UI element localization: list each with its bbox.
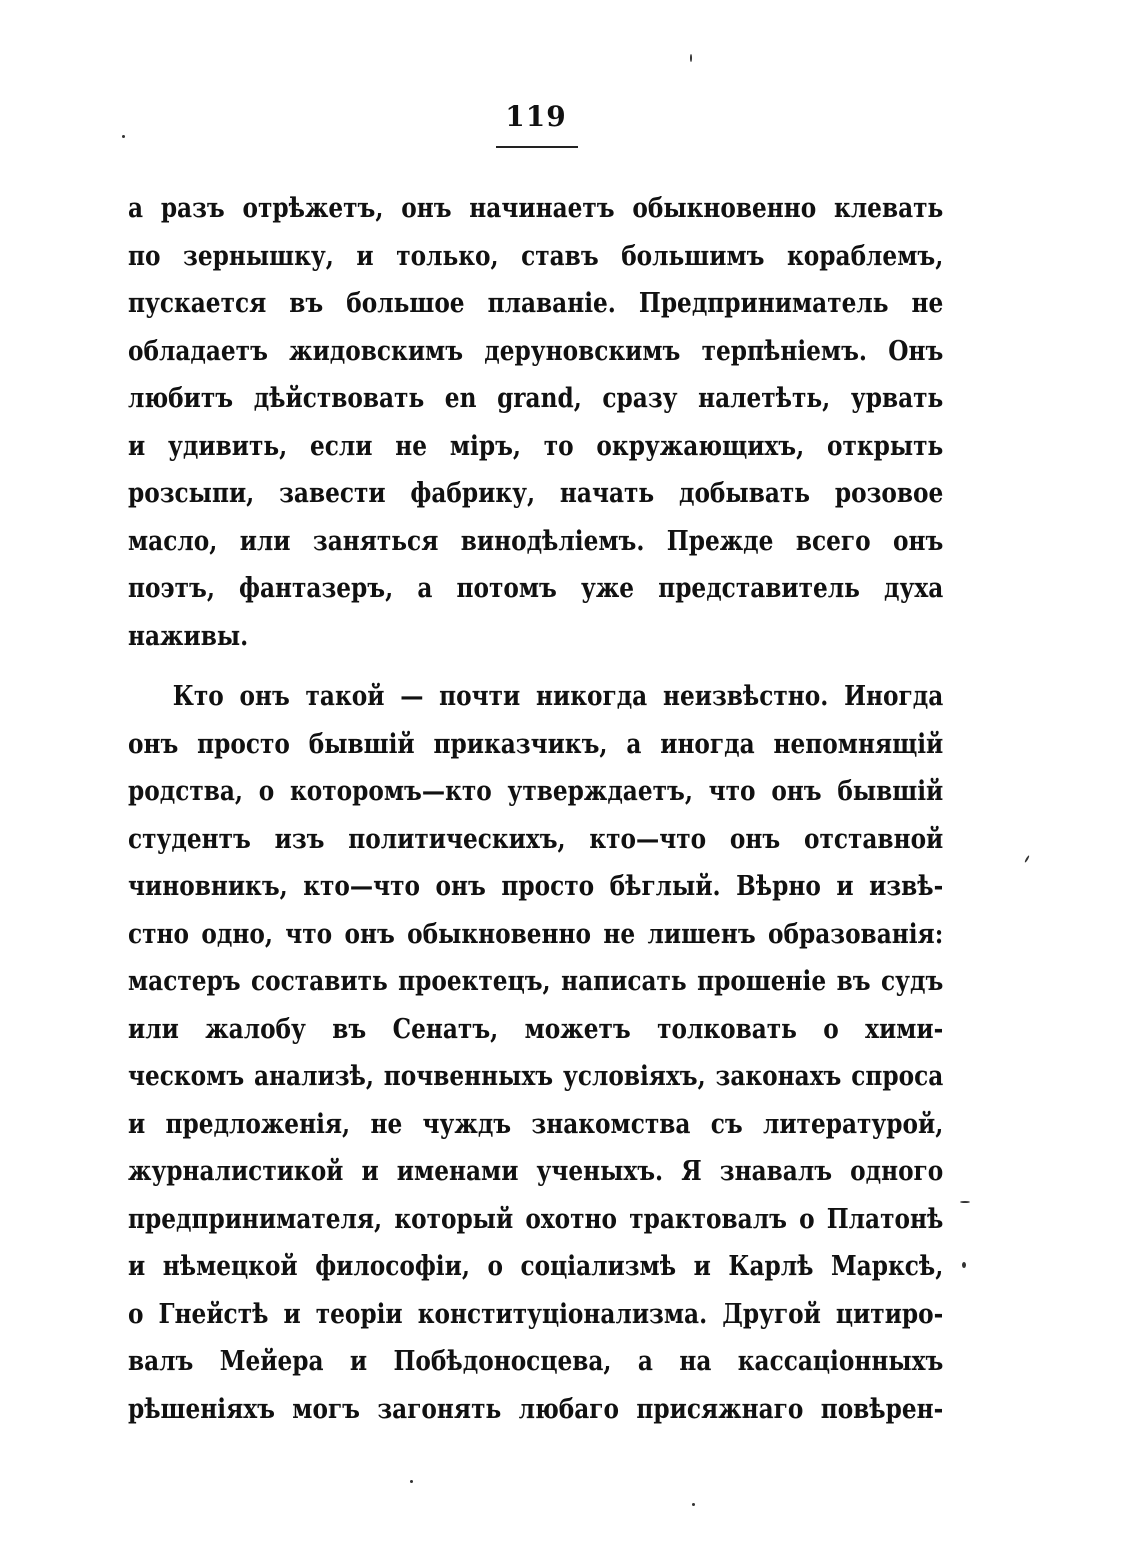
text-line: родства, о которомъ—кто утверждаетъ, что онъ бывшій [128,776,944,807]
text-line: о Гнейстѣ и теоріи конституціонализма. Другой цитиро- [128,1298,944,1330]
paragraph-gap [128,660,829,673]
text-line: по зернышку, и только, ставъ большимъ кораблемъ, [128,240,944,272]
text-line: студентъ изъ политическихъ, кто—что онъ отставной [128,823,944,855]
page-number: 119 [505,100,567,133]
text-line: и нѣмецкой философіи, о соціализмѣ и Карлѣ Марксѣ, [128,1251,944,1282]
scan-speck [962,1262,966,1268]
body-text [128,185,944,1433]
text-line: а разъ отрѣжетъ, онъ начинаетъ обыкновенно клевать [128,193,944,224]
text-line: масло, или заняться винодѣліемъ. Прежде всего онъ [128,525,944,557]
page-number-rule [496,146,578,148]
text-line: и удивить, если не міръ, то окружающихъ, открыть [128,430,944,462]
text-line: валъ Мейера и Побѣдоносцева, а на кассаціонныхъ [128,1346,944,1377]
text-line: пускается въ большое плаваніе. Предприниматель не [128,288,944,319]
scan-speck [960,1201,970,1203]
text-line: ческомъ анализѣ, почвенныхъ условіяхъ, законахъ спроса [128,1061,944,1092]
text-line: онъ просто бывшій приказчикъ, а иногда непомнящій [128,728,944,760]
text-line: розсыпи, завести фабрику, начать добывать розовое [128,478,944,509]
scan-speck [1024,855,1030,863]
text-line: журналистикой и именами ученыхъ. Я знавалъ одного [128,1156,944,1187]
text-line: наживы. [128,620,249,652]
text-line: Кто онъ такой — почти никогда неизвѣстно. Иногда [172,681,944,712]
text-line: рѣшеніяхъ могъ загонять любаго присяжнаго повѣрен- [128,1393,944,1425]
scan-speck [692,1503,695,1506]
scan-speck [410,1480,413,1483]
text-line: мастеръ составить проектецъ, написать прошеніе въ судъ [128,966,944,997]
text-line: или жалобу въ Сенатъ, можетъ толковать о хими- [128,1013,944,1045]
scan-speck [122,135,125,138]
text-line: чиновникъ, кто—что онъ просто бѣглый. Вѣрно и извѣ- [128,871,944,902]
text-line: обладаетъ жидовскимъ деруновскимъ терпѣніемъ. Онъ [128,335,944,367]
scan-speck [690,54,692,62]
text-line: любитъ дѣйствовать en grand, сразу налетѣть, урвать [128,383,944,414]
text-line: предпринимателя, который охотно трактовалъ о Платонѣ [128,1203,944,1235]
text-line: и предложенія, не чуждъ знакомства съ литературой, [128,1108,944,1140]
text-line: поэтъ, фантазеръ, а потомъ уже представитель духа [128,573,944,604]
text-line: стно одно, что онъ обыкновенно не лишенъ образованія: [128,918,944,950]
